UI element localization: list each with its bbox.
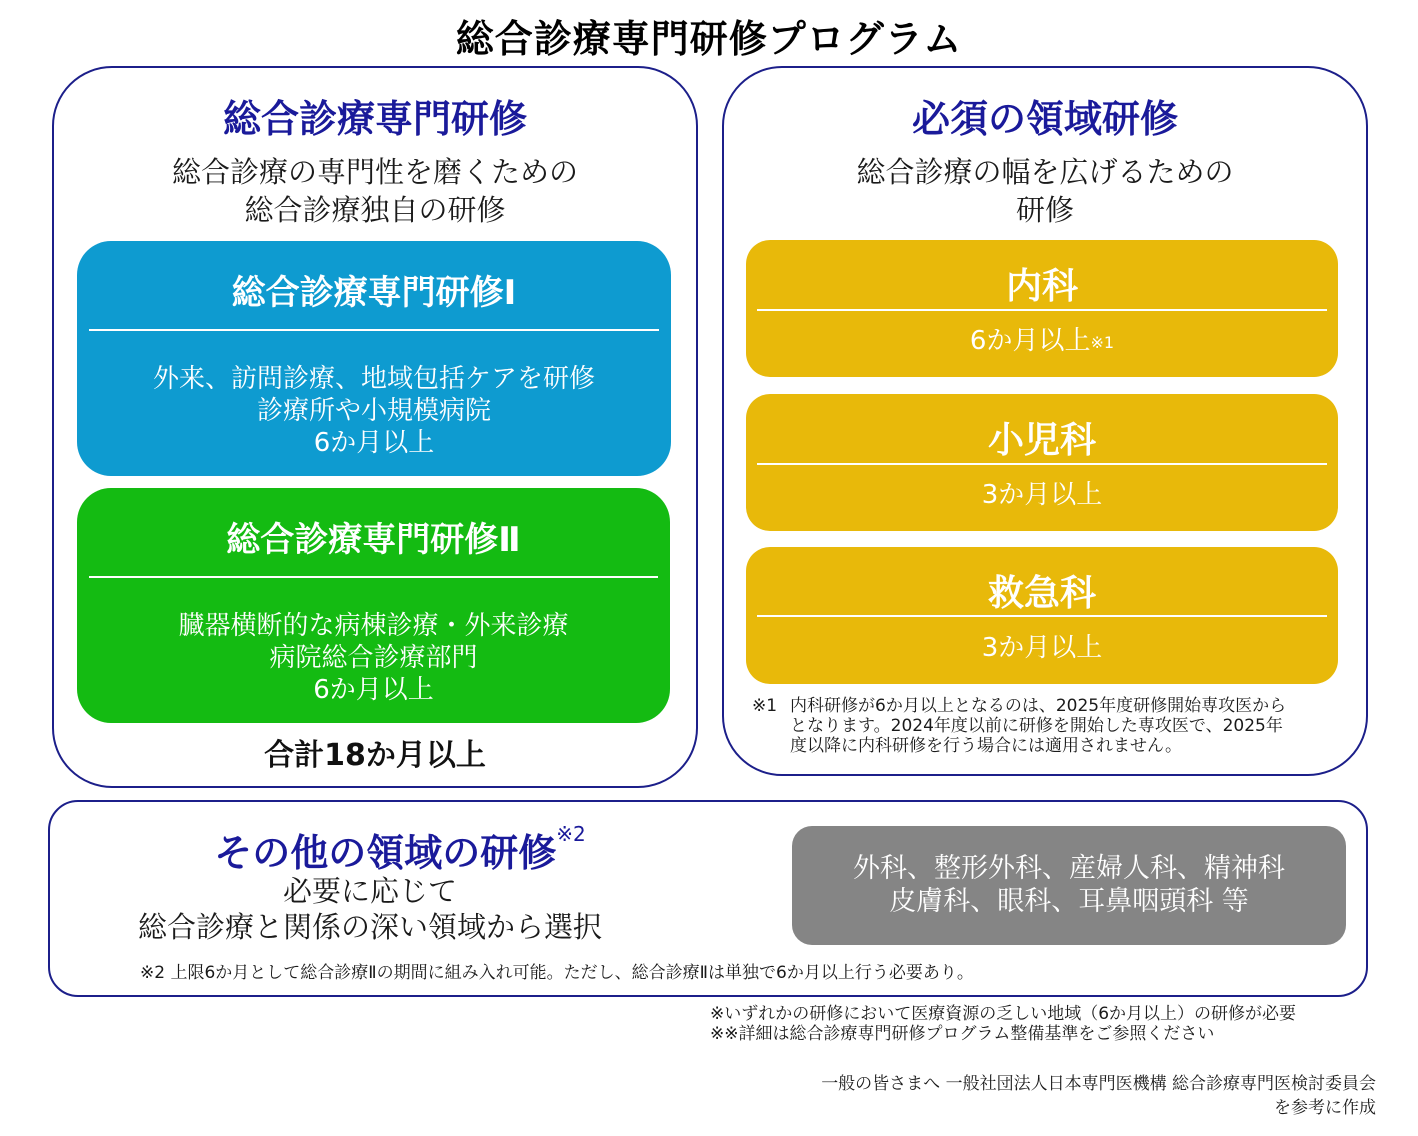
footnote-1: ※いずれかの研修において医療資源の乏しい地域（6か月以上）の研修が必要 <box>710 1004 1297 1024</box>
training-1-duration: 6か月以上 <box>313 428 435 458</box>
training-2-title: 総合診療専門研修Ⅱ <box>226 520 521 560</box>
page-title: 総合診療専門研修プログラム <box>455 17 963 61</box>
internal-medicine-divider <box>757 309 1327 311</box>
required-training-desc-1: 総合診療の幅を広げるための <box>856 155 1234 189</box>
training-1-divider <box>89 329 659 331</box>
other-training-title-row <box>90 822 710 877</box>
training-2-desc-2: 病院総合診療部門 <box>269 643 478 673</box>
note-1-text-2: となります。2024年度以前に研修を開始した専攻医で、2025年 <box>790 716 1283 736</box>
general-training-title: 総合診療専門研修 <box>222 97 527 141</box>
emergency-divider <box>757 615 1327 617</box>
other-training-desc-1: 必要に応じて <box>282 874 457 908</box>
other-fields-line-2: 皮膚科、眼科、耳鼻咽頭科 等 <box>889 886 1249 917</box>
pediatrics-divider <box>757 463 1327 465</box>
total-duration: 合計18か月以上 <box>264 738 486 773</box>
required-training-desc-2: 研修 <box>1015 193 1074 227</box>
note-2-text: ※2 上限6か月として総合診療Ⅱの期間に組み入れ可能。ただし、総合診療Ⅱは単独で6か月以上行う必要あり。 <box>140 963 974 983</box>
other-training-mark: ※2 <box>556 822 586 846</box>
emergency-title: 救急科 <box>987 573 1096 614</box>
general-training-desc-1: 総合診療の専門性を磨くための <box>171 155 578 189</box>
note-1-text-3: 度以降に内科研修を行う場合には適用されません。 <box>790 736 1183 756</box>
other-fields-line-1: 外科、整形外科、産婦人科、精神科 <box>853 853 1285 884</box>
credit-line-2: を参考に作成 <box>1274 1098 1376 1118</box>
training-2-desc-1: 臓器横断的な病棟診療・外来診療 <box>178 611 569 641</box>
internal-medicine-duration: 6か月以上 <box>969 326 1091 356</box>
training-1-title: 総合診療専門研修Ⅰ <box>231 273 517 313</box>
pediatrics-duration: 3か月以上 <box>981 480 1103 510</box>
note-1-mark: ※1 <box>752 696 778 716</box>
general-training-desc-2: 総合診療独自の研修 <box>244 193 506 227</box>
training-2-divider <box>89 576 658 578</box>
training-2-duration: 6か月以上 <box>313 675 434 705</box>
other-training-desc-2: 総合診療と関係の深い領域から選択 <box>137 910 602 944</box>
training-1-desc-2: 診療所や小規模病院 <box>256 396 491 426</box>
training-1-desc-1: 外来、訪問診療、地域包括ケアを研修 <box>152 364 595 394</box>
credit-line-1: 一般の皆さまへ 一般社団法人日本専門医機構 総合診療専門医検討委員会 <box>821 1074 1376 1094</box>
required-training-title: 必須の領域研修 <box>911 97 1178 141</box>
note-1-text-1: 内科研修が6か月以上となるのは、2025年度研修開始専攻医から <box>790 696 1287 716</box>
footnote-2: ※※詳細は総合診療専門研修プログラム整備基準をご参照ください <box>710 1024 1215 1044</box>
internal-medicine-mark: ※1 <box>1090 333 1115 352</box>
internal-medicine-duration-row <box>746 325 1338 357</box>
internal-medicine-title: 内科 <box>1005 266 1078 307</box>
emergency-duration: 3か月以上 <box>981 633 1103 663</box>
pediatrics-title: 小児科 <box>987 420 1096 461</box>
other-training-title: その他の領域の研修 <box>214 831 557 875</box>
